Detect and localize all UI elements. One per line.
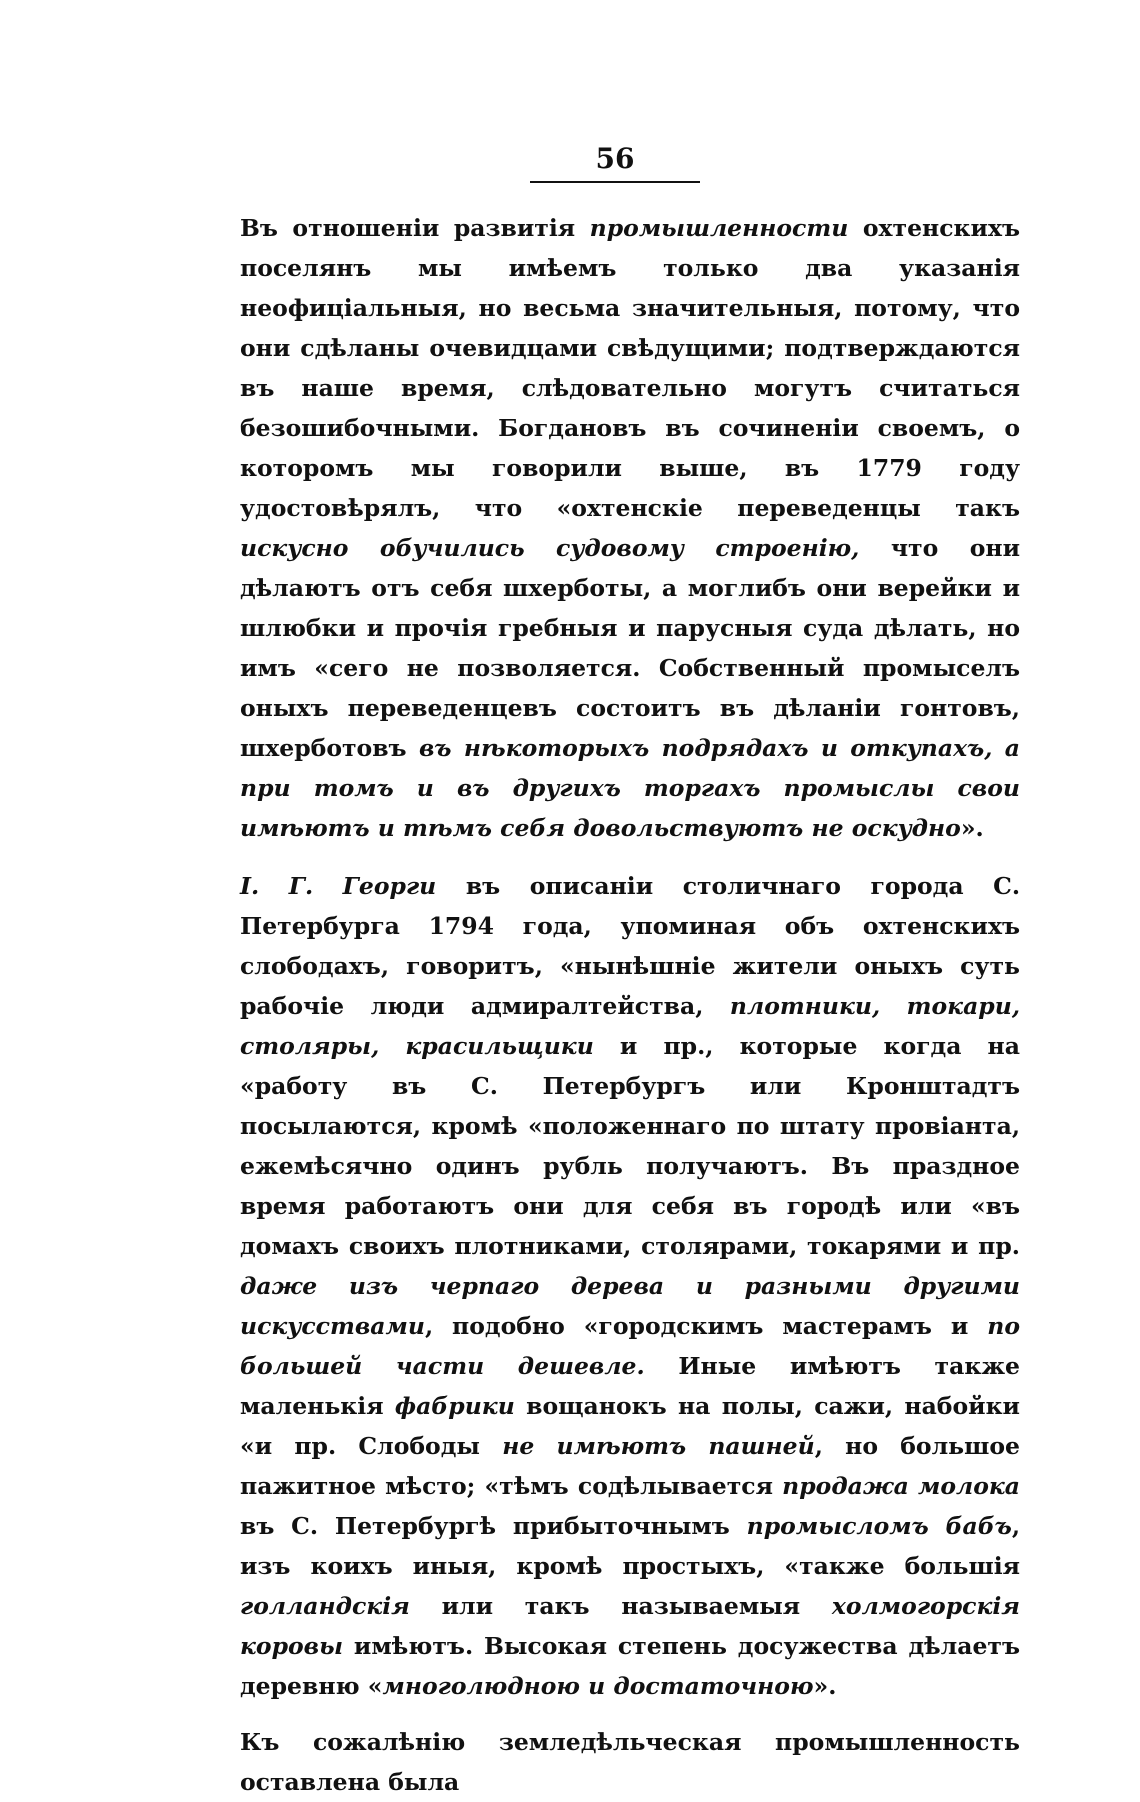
text-run: въ С. Петербургѣ прибыточнымъ — [240, 1512, 747, 1540]
text-run: Иные имѣютъ также маленькія — [240, 1352, 1020, 1420]
text-run: , изъ коихъ иныя, кромѣ простыхъ, «также большія — [240, 1512, 1020, 1580]
text-run: ». — [960, 814, 984, 842]
paragraph-3: Къ сожалѣнію земледѣльческая промышленность оставлена была — [240, 1728, 1020, 1796]
italic-run: даже изъ черпаго дерева и разными другими искусствами — [240, 1272, 1020, 1340]
text-run: , но большое пажитное мѣсто; «тѣмъ содѣлывается — [240, 1432, 1020, 1500]
text-run: въ описаніи столичнаго города С. Петербурга 1794 года, упоминая объ охтенскихъ слободахъ, говоритъ, «нынѣшніе жители оныхъ суть рабочіе люди адмиралтейства, — [240, 872, 1020, 1020]
text-run: вощанокъ на полы, сажи, набойки «и пр. Слободы — [240, 1392, 1020, 1460]
paragraph-1 — [240, 208, 1020, 848]
text-run: или такъ называемыя — [409, 1592, 832, 1620]
body-text — [240, 208, 1020, 1802]
text-run: имѣютъ. Высокая степень досужества дѣлаетъ деревню « — [240, 1632, 1020, 1700]
italic-run: голландскія — [240, 1592, 410, 1620]
italic-run: искусно обучились судовому строенію, — [240, 534, 860, 562]
italic-run: плотники, токари, столяры, красильщики — [240, 992, 1021, 1060]
text-run: что они дѣлаютъ отъ себя шхерботы, а моглибъ они верейки и шлюбки и прочія гребныя и парусныя суда дѣлать, но имъ «сего не позволяется. Собственный промыселъ оныхъ переведенцевъ состоитъ въ дѣланіи гонтовъ, шхерботовъ — [240, 534, 1020, 762]
text-run: , подобно «городскимъ мастерамъ и — [424, 1312, 988, 1340]
italic-run: I. Г. Георги — [240, 872, 437, 900]
italic-run: продажа молока — [782, 1472, 1020, 1500]
italic-run: въ нѣкоторыхъ подрядахъ и откупахъ, а при томъ и въ другихъ торгахъ промыслы свои имѣютъ и тѣмъ себя довольствуютъ не оскудно — [240, 734, 1020, 842]
italic-run: фабрики — [394, 1392, 515, 1420]
text-run: Въ отношеніи развитія — [240, 214, 590, 242]
italic-run: промысломъ бабъ — [746, 1512, 1012, 1540]
text-run: охтенскихъ поселянъ мы имѣемъ только два указанія неофиціальныя, но весьма значительныя, потому, что они сдѣланы очевидцами свѣдущими; подтверждаются въ наше время, слѣдовательно могутъ считаться безошибочными. Богдановъ въ сочиненіи своемъ, о которомъ мы говорили выше, въ 1779 году удостовѣрялъ, что «охтенскіе переведенцы такъ — [240, 214, 1020, 522]
italic-run: по большей части дешевле. — [240, 1312, 1020, 1380]
italic-run: многолюдною и достаточною — [382, 1672, 814, 1700]
paragraph-2 — [240, 866, 1020, 1706]
text-run: и пр., которые когда на «работу въ С. Петербургъ или Кронштадтъ посылаются, кромѣ «положеннаго по штату провіанта, ежемѣсячно одинъ рубль получаютъ. Въ праздное время работаютъ они для себя въ городѣ или «въ домахъ своихъ плотниками, столярами, токарями и пр. — [240, 1032, 1020, 1260]
page-number: 56 — [530, 142, 700, 183]
text-run: ». — [813, 1672, 837, 1700]
italic-run: холмогорскія коровы — [240, 1592, 1020, 1660]
italic-run: не имѣютъ пашней — [502, 1432, 815, 1460]
italic-run: промышленности — [589, 214, 849, 242]
